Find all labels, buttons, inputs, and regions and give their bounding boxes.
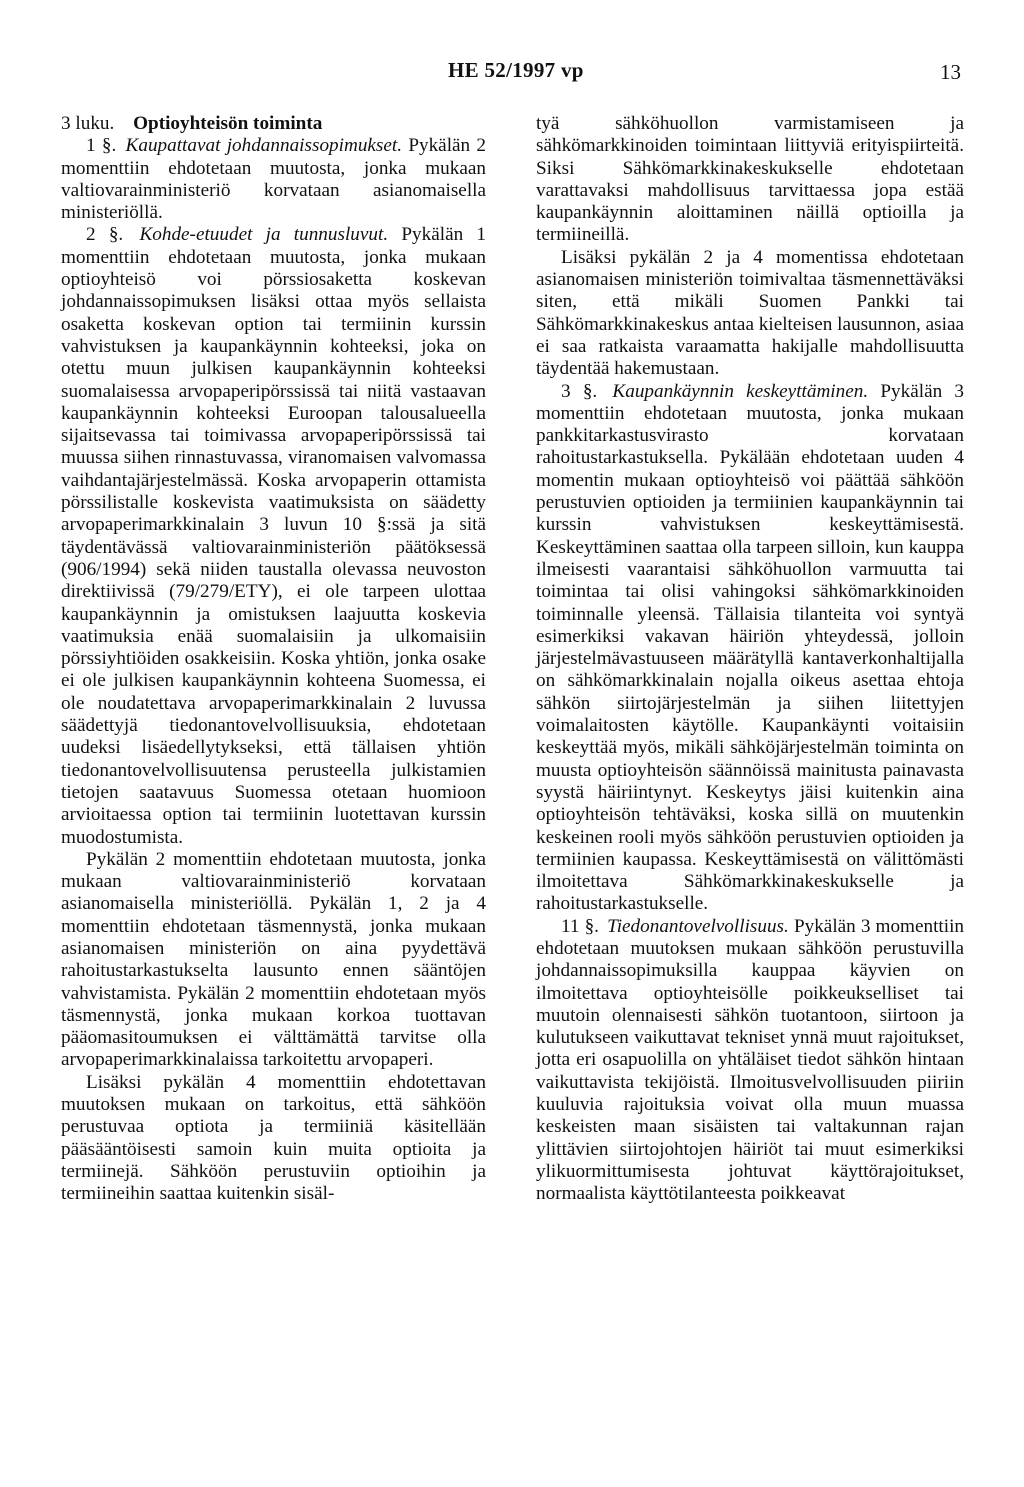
right-column	[536, 113, 964, 1206]
paragraph: tyä sähköhuollon varmistamiseen ja sähkömarkkinoiden toimintaan liittyviä erityispiirteitä. Siksi Sähkömarkkinakeskukselle ehdotetaan varattavaksi mahdollisuus tarvittaessa jopa estää kaupankäynnin aloittaminen näillä optioilla ja termiineillä.	[536, 113, 964, 246]
chapter-number: 3 luku.	[61, 113, 115, 134]
paragraph: Lisäksi pykälän 2 ja 4 momentissa ehdotetaan asianomaisen ministeriön toimivaltaa täsmennettäväksi siten, että mikäli Suomen Pankki tai Sähkömarkkinakeskus antaa kielteisen lausunnon, asiaa ei saa ratkaista varaamatta hakijalle mahdollisuutta täydentää hakemustaan.	[536, 246, 964, 380]
page-header	[0, 58, 1024, 98]
section-11-title: Tiedonantovelvollisuus.	[607, 915, 789, 937]
section-2-title: Kohde-etuudet ja tunnusluvut.	[139, 224, 389, 246]
paragraph: Pykälän 2 momenttiin ehdotetaan muutosta, jonka mukaan valtiovarainministeriö korvataan asianomaisella ministeriöllä. Pykälän 1, 2 ja 4 momenttiin ehdotetaan täsmennystä, jonka mukaan asianomaisen ministeriön on aina pyydettävä rahoitustarkastukselta lausunto ennen sääntöjen vahvistamista. Pykälän 2 momenttiin ehdotetaan myös täsmennystä, jonka mukaan korkoa tuottavan pääomasitoumuksen ei välttämättä tarvitse olla arvopaperimarkkinalaissa tarkoitettu arvopaperi.	[61, 848, 486, 1071]
section-1-text: Pykälän 2 momenttiin ehdotetaan muutosta, jonka mukaan valtiovarainministeriö korvataan asianomaisella ministeriöllä.	[61, 135, 487, 224]
section-11-text: Pykälän 3 momenttiin ehdotetaan muutoksen mukaan sähköön perustuvilla johdannaissopimuksilla kauppaa käyvien on ilmoitettava optioyhteisölle poikkeukselliset tai muutoin olennaisesti sähkön tuotantoon, siirtoon ja kulutukseen vaikuttavat tekniset ynnä muut rajoitukset, jotta eri osapuolilla on yhtäläiset tiedot sähkön hintaan vaikuttavista tekijöistä. Ilmoitusvelvollisuuden piiriin kuuluvia rajoituksia voivat olla muun muassa keskeisten maan sisäisten tai valtakunnan rajan ylittävien siirtojohtojen häiriöt tai muut esimerkiksi ylikuormittumisesta johtuvat käyttörajoitukset, normaalista käyttötilanteesta poikkeavat	[536, 915, 965, 1205]
section-2-number: 2 §.	[86, 224, 124, 246]
section-2-text: Pykälän 1 momenttiin ehdotetaan muutosta, jonka mukaan optioyhteisö voi pörssiosaketta koskevan johdannaissopimuksen lisäksi ottaa myös sellaista osaketta koskevan option tai termiinin kurssin vahvistuksen ja kaupankäynnin kohteeksi, joka on otettu muun julkisen kaupankäynnin kohteeksi suomalaisessa arvopaperipörssissä tai niitä vastaavan kaupankäynnin kohteeksi Euroopan talousalueella sijaitsevassa tai toimivassa arvopaperipörssissä tai muussa siihen rinnastuvassa, viranomaisen valvomassa vaihdantajärjestelmässä. Koska arvopaperin ottamista pörssilistalle koskevista vaatimuksista on säädetty arvopaperimarkkinalain 3 luvun 10 §:ssä ja sitä täydentävässä valtiovarainministeriön päätöksessä (906/1994) sekä niiden taustalla olevassa neuvoston direktiivissä (79/279/ETY), ei ole tarpeen ulottaa kaupankäynnin ja omistuksen laajuutta koskevia vaatimuksia enää suomalaisiin ja ulkomaisiin pörssiyhtiöiden osakkeisiin. Koska yhtiön, jonka osake ei ole julkisen kaupankäynnin kohteena Suomessa, ei ole noudatettava arvopaperimarkkinalain 2 luvussa säädettyjä tiedonantovelvollisuuksia, ehdotetaan uudeksi lisäedellytykseksi, että tällaisen yhtiön tiedonantovelvollisuutensa perusteella julkistamien tietojen saatavuus Suomessa otetaan huomioon arvioitaessa option tai termiinin luotettavan kurssin muodostumista.	[61, 224, 487, 848]
section-11-number: 11 §.	[561, 915, 599, 937]
section-3-paragraph	[536, 381, 964, 916]
document-id: HE 52/1997 vp	[448, 58, 584, 82]
page-number: 13	[940, 60, 961, 84]
section-3-number: 3 §.	[561, 380, 598, 402]
section-3-title: Kaupankäynnin keskeyttäminen.	[612, 380, 869, 402]
section-1-paragraph	[61, 135, 486, 224]
left-column	[61, 113, 486, 1206]
paragraph: Lisäksi pykälän 4 momenttiin ehdotettavan muutoksen mukaan on tarkoitus, että sähköön perustuvaa optiota ja termiiniä käsitellään pääsääntöisesti samoin kuin muita optioita ja termiinejä. Sähköön perustuviin optioihin ja termiineihin saattaa kuitenkin sisäl-	[61, 1071, 486, 1205]
section-1-title: Kaupattavat johdannaissopimukset.	[125, 135, 403, 157]
section-3-text: Pykälän 3 momenttiin ehdotetaan muutosta, jonka mukaan pankkitarkastusvirasto korvataan rahoitustarkastuksella. Pykälään ehdotetaan uuden 4 momentin mukaan optioyhteisö voi päättää sähköön perustuvien optioiden ja termiinien kaupankäynnin tai kurssin vahvistuksen keskeyttämisestä. Keskeyttäminen saattaa olla tarpeen silloin, kun kauppa ilmeisesti vaarantaisi sähköhuollon varmuutta tai toimintaa tai olisi vahingoksi sähkömarkkinoiden toiminnalle yleensä. Tällaisia tilanteita voi syntyä esimerkiksi vakavan häiriön yhteydessä, jolloin järjestelmävastuuseen määrätyllä kantaverkonhaltijalla on sähkömarkkinalain nojalla oikeus asettaa ehtoja sähkön siirtojärjestelmän ja siihen liitettyjen voimalaitosten käytölle. Kaupankäynti voitaisiin keskeyttää myös, mikäli sähköjärjestelmän toiminta on muusta optioyhteisön säännöissä mainitusta painavasta syystä häiriintynyt. Keskeytys jäisi kuitenkin aina optioyhteisön tehtäväksi, koska sillä on muutenkin keskeinen rooli myös sähköön perustuvien optioiden ja termiinien kaupassa. Keskeyttämisestä on välittömästi ilmoitettava Sähkömarkkinakeskukselle ja rahoitustarkastukselle.	[536, 380, 964, 915]
section-1-number: 1 §.	[86, 135, 117, 157]
section-11-paragraph	[536, 916, 964, 1206]
chapter-title: Optioyhteisön toiminta	[133, 113, 323, 134]
chapter-heading	[61, 113, 486, 135]
section-2-paragraph	[61, 224, 486, 848]
